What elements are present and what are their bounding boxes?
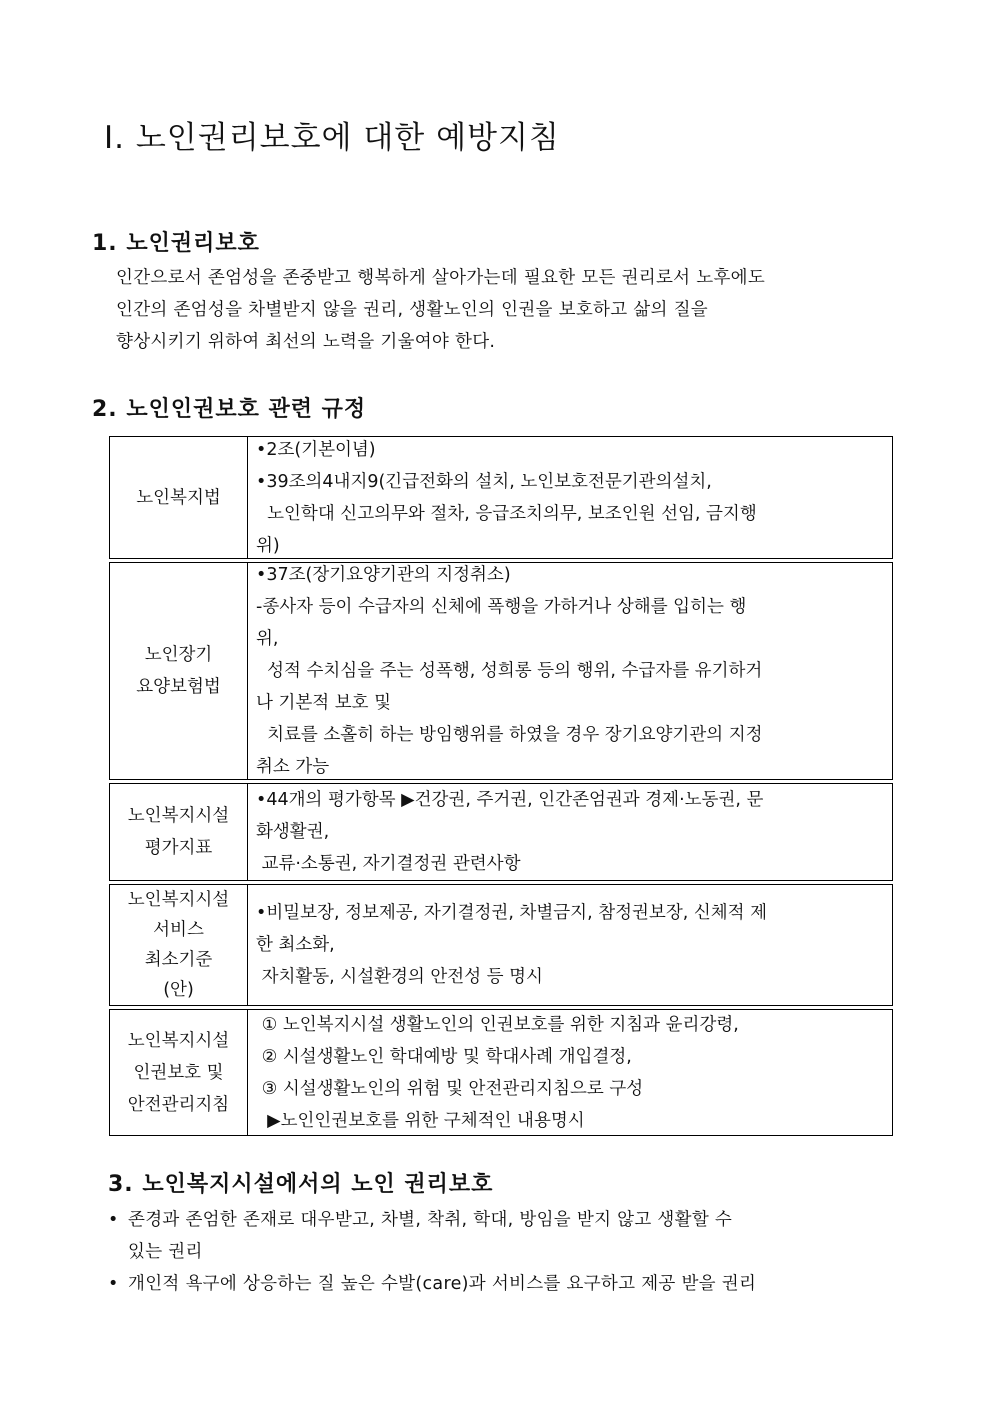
regulation-row-ltc-insurance-act xyxy=(109,562,893,780)
label-line: 노인복지법 xyxy=(136,487,221,508)
content-line: 위, xyxy=(256,629,279,649)
content-line: -종사자 등이 수급자의 신체에 폭행을 가하거나 상해를 입히는 행 xyxy=(256,597,747,617)
regulation-label xyxy=(110,1010,248,1135)
section1-body xyxy=(116,262,765,358)
content-line: 나 기본적 보호 및 xyxy=(256,693,392,713)
content-line: 자치활동, 시설환경의 안전성 등 명시 xyxy=(256,967,543,987)
bullet-text: 존경과 존엄한 존재로 대우받고, 차별, 착취, 학대, 방임을 받지 않고 생활할 수 xyxy=(128,1210,733,1230)
regulation-row-welfare-act xyxy=(109,436,893,559)
regulation-content xyxy=(248,885,892,1005)
section2-heading: 2. 노인인권보호 관련 규정 xyxy=(92,397,367,422)
section1-line: 인간의 존엄성을 차별받지 않을 권리, 생활노인의 인권을 보호하고 삶의 질을 xyxy=(116,300,708,320)
content-line: 한 최소화, xyxy=(256,935,335,955)
content-line: •37조(장기요양기관의 지정취소) xyxy=(256,565,511,585)
content-line: •비밀보장, 정보제공, 자기결정권, 차별금지, 참정권보장, 신체적 제 xyxy=(256,903,768,923)
content-line: 치료를 소홀히 하는 방임행위를 하였을 경우 장기요양기관의 지정 xyxy=(256,725,763,745)
content-line: ③ 시설생활노인의 위험 및 안전관리지침으로 구성 xyxy=(256,1078,644,1099)
list-item xyxy=(108,1204,732,1236)
regulation-content xyxy=(248,563,892,779)
label-line: (안) xyxy=(163,980,194,1000)
regulation-content xyxy=(248,784,892,880)
bullet-text: 개인적 욕구에 상응하는 질 높은 수발(care)과 서비스를 요구하고 제공 받을 권리 xyxy=(128,1274,757,1294)
regulation-label xyxy=(110,784,248,880)
regulation-label xyxy=(110,563,248,779)
list-item xyxy=(108,1268,756,1300)
content-line: ① 노인복지시설 생활노인의 인권보호를 위한 지침과 윤리강령, xyxy=(256,1014,739,1035)
content-line: 노인학대 신고의무와 절차, 응급조치의무, 보조인원 선임, 금지행 xyxy=(256,503,757,524)
label-line: 평가지표 xyxy=(144,838,213,858)
content-line: •2조(기본이념) xyxy=(256,439,376,460)
content-line: 화생활권, xyxy=(256,822,330,842)
regulation-row-evaluation-index xyxy=(109,783,893,881)
content-line: ▶노인인권보호를 위한 구체적인 내용명시 xyxy=(256,1110,585,1131)
label-line: 노인복지시설 xyxy=(127,806,230,826)
regulation-label xyxy=(110,437,248,558)
regulation-row-safety-guideline xyxy=(109,1009,893,1136)
bullet-icon: • xyxy=(108,1210,119,1230)
label-line: 서비스 xyxy=(153,920,204,940)
label-line: 요양보험법 xyxy=(136,677,221,697)
content-line: 성적 수치심을 주는 성폭행, 성희롱 등의 행위, 수급자를 유기하거 xyxy=(256,661,763,681)
label-line: 노인복지시설 xyxy=(127,1030,230,1051)
content-line: •39조의4내지9(긴급전화의 설치, 노인보호전문기관의설치, xyxy=(256,471,712,492)
label-line: 인권보호 및 xyxy=(133,1062,224,1083)
page-title: Ⅰ. 노인권리보호에 대한 예방지침 xyxy=(104,120,560,156)
content-line: 위) xyxy=(256,535,280,556)
label-line: 안전관리지침 xyxy=(127,1094,230,1115)
content-line: 교류·소통권, 자기결정권 관련사항 xyxy=(256,854,521,874)
content-line: 취소 가능 xyxy=(256,757,330,777)
section1-line: 인간으로서 존엄성을 존중받고 행복하게 살아가는데 필요한 모든 권리로서 노후에도 xyxy=(116,268,766,288)
regulation-row-service-standard xyxy=(109,884,893,1006)
section1-line: 향상시키기 위하여 최선의 노력을 기울여야 한다. xyxy=(116,332,496,352)
content-line: ② 시설생활노인 학대예방 및 학대사례 개입결정, xyxy=(256,1046,632,1067)
regulation-label xyxy=(110,885,248,1005)
label-line: 노인장기 xyxy=(144,645,213,665)
regulation-content xyxy=(248,437,892,558)
bullet-text: 있는 권리 xyxy=(128,1242,203,1262)
section1-heading: 1. 노인권리보호 xyxy=(92,231,260,256)
section3-heading: 3. 노인복지시설에서의 노인 권리보호 xyxy=(108,1172,494,1197)
bullet-icon: • xyxy=(108,1274,119,1294)
regulation-content xyxy=(248,1010,892,1135)
list-item-continuation xyxy=(128,1236,203,1268)
label-line: 최소기준 xyxy=(144,950,213,970)
content-line: •44개의 평가항목 ▶건강권, 주거권, 인간존엄권과 경제·노동권, 문 xyxy=(256,790,764,810)
label-line: 노인복지시설 xyxy=(127,890,230,910)
